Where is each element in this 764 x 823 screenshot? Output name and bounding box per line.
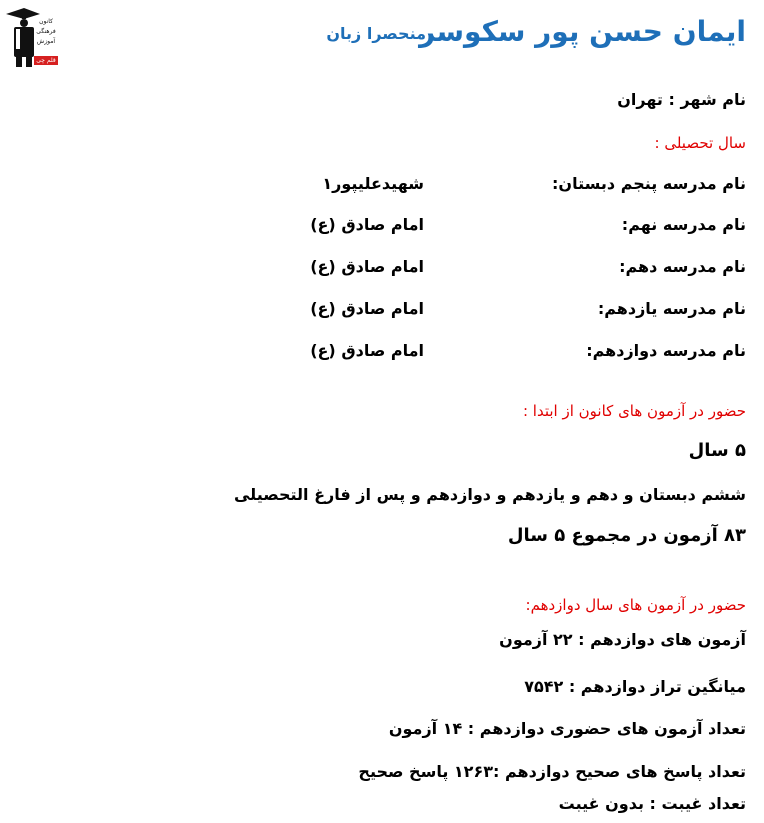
school-row-label: نام مدرسه دوازدهم: [586, 341, 746, 360]
grade12-section-heading: حضور در آزمون های سال دوازدهم: [525, 596, 746, 614]
school-row-label: نام مدرسه پنجم دبستان: [552, 174, 746, 193]
kanoon-years: ۵ سال [688, 440, 746, 461]
field-subtitle: منحصرا زبان [326, 24, 426, 43]
grade12-average-score: میانگین تراز دوازدهم : ۷۵۴۲ [524, 677, 746, 696]
school-row-label: نام مدرسه یازدهم: [597, 299, 746, 318]
school-row-value: امام صادق (ع) [310, 341, 424, 360]
logo-badge: قلم چی [34, 56, 58, 65]
school-row-value: امام صادق (ع) [310, 257, 424, 276]
school-row-label: نام مدرسه نهم: [621, 215, 746, 234]
grade12-absences: تعداد غیبت : بدون غیبت [558, 794, 746, 813]
grade12-correct-answers: تعداد پاسخ های صحیح دوازدهم :۱۲۶۳ پاسخ صحیح [358, 762, 746, 781]
logo-line-3: آموزش [36, 38, 56, 45]
kanoon-total-exams: ۸۳ آزمون در مجموع ۵ سال [507, 525, 746, 546]
city-line: نام شهر : تهران [617, 90, 746, 109]
grade12-in-person-exams: تعداد آزمون های حضوری دوازدهم : ۱۴ آزمون [388, 719, 746, 738]
logo [4, 4, 62, 68]
page-title: ایمان حسن پور سکوسر [419, 15, 746, 48]
school-row-label: نام مدرسه دهم: [619, 257, 746, 276]
school-row-value: امام صادق (ع) [310, 215, 424, 234]
grade12-exams: آزمون های دوازدهم : ۲۲ آزمون [499, 630, 746, 649]
school-section-heading: سال تحصیلی : [654, 134, 746, 152]
school-row-value: امام صادق (ع) [310, 299, 424, 318]
logo-line-1: کانون [39, 18, 53, 25]
kanoon-grades: ششم دبستان و دهم و یازدهم و دوازدهم و پس از فارغ التحصیلی [233, 485, 746, 504]
logo-line-2: فرهنگی [36, 28, 56, 35]
school-row-value: شهیدعلیپور۱ [322, 174, 424, 193]
kanoon-section-heading: حضور در آزمون های کانون از ابتدا : [522, 402, 746, 420]
